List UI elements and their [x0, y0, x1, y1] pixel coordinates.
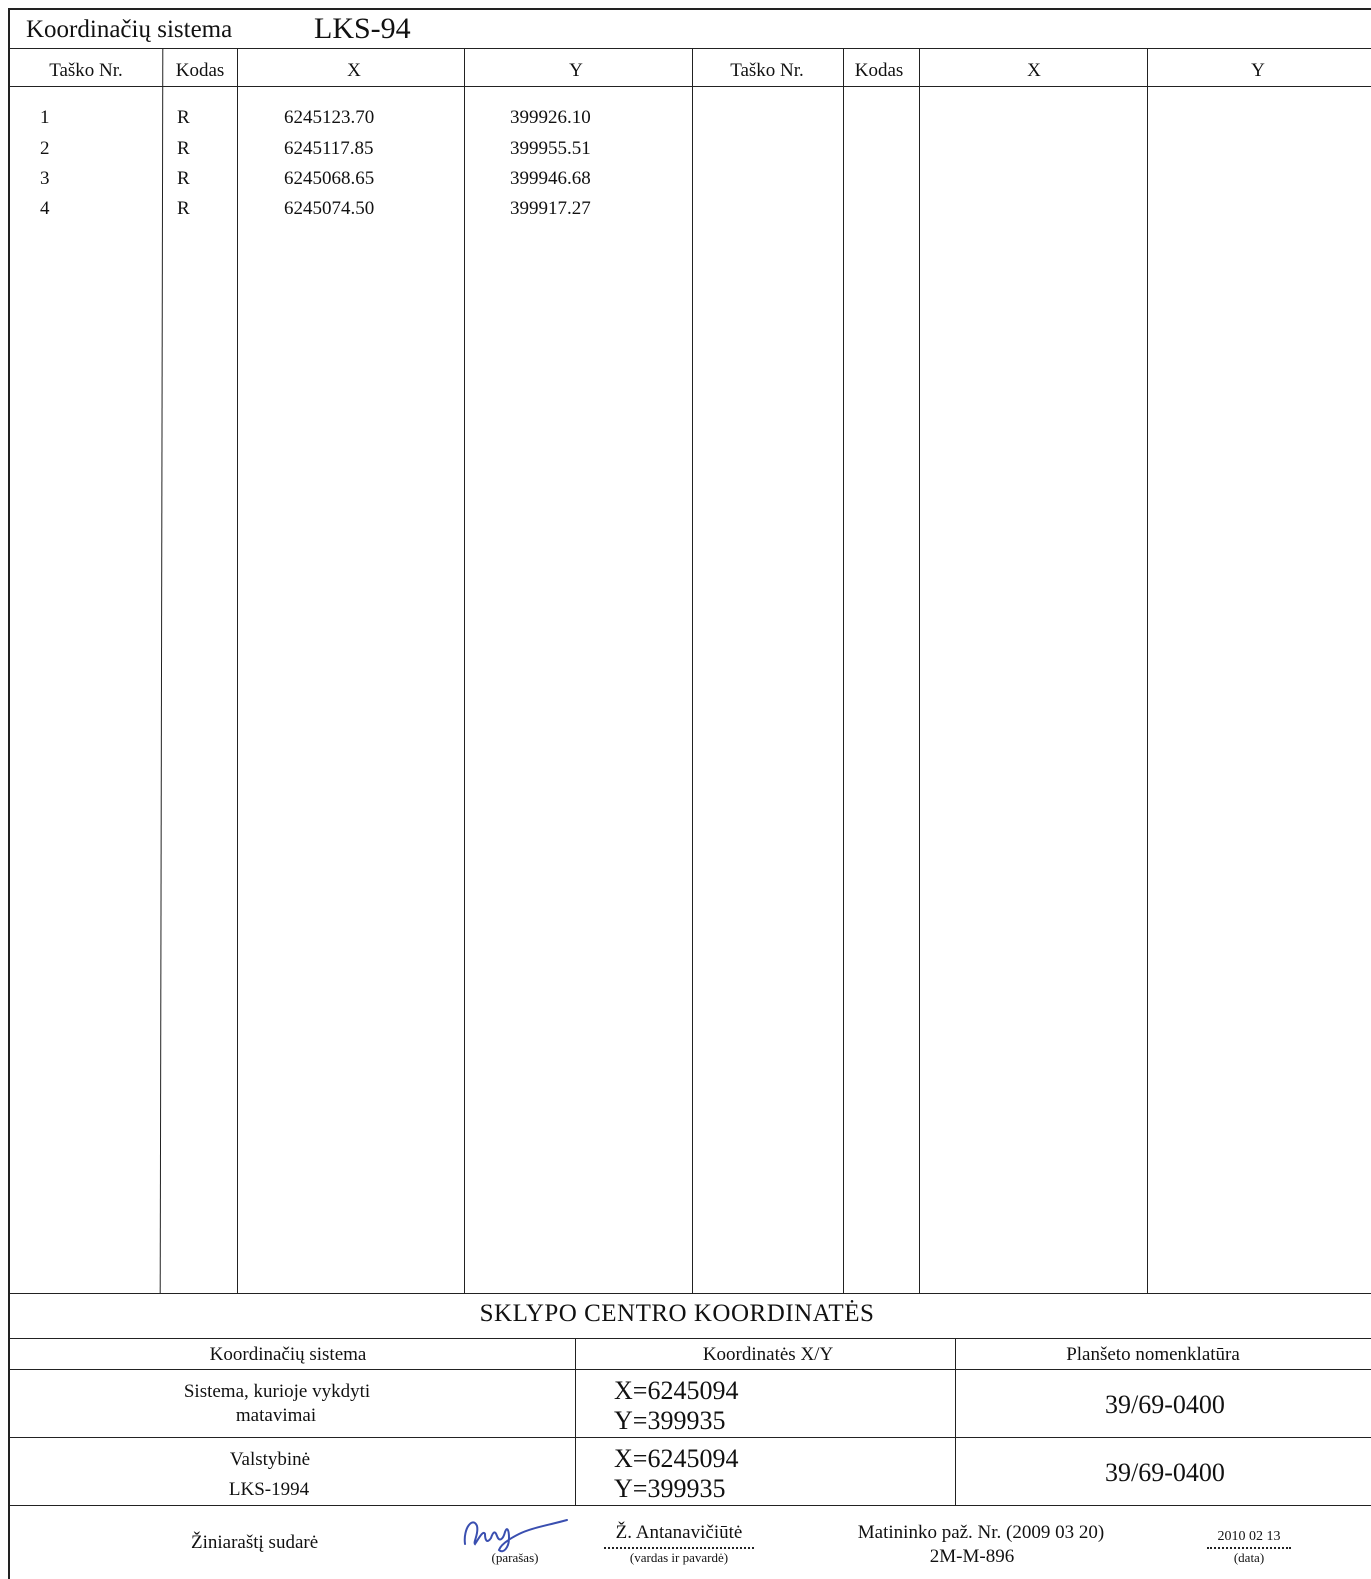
point-nr: 4: [40, 198, 50, 219]
col-sep-5: [843, 48, 844, 1293]
centre-system-line2: matavimai: [235, 1405, 317, 1426]
point-x: 6245068.65: [284, 168, 375, 189]
footer-rule: [8, 1505, 1371, 1506]
centre-sep-1: [575, 1338, 576, 1505]
centre-sep-2: [955, 1338, 956, 1505]
centre-title: SKLYPO CENTRO KOORDINATĖS: [479, 1300, 875, 1327]
centre-header-system: Koordinačių sistema: [209, 1344, 367, 1365]
compiled-date: 2010 02 13: [1217, 1529, 1281, 1544]
point-y: 399926.10: [510, 107, 591, 128]
header-x-left: X: [347, 60, 361, 81]
centre-row-rule: [8, 1437, 1371, 1438]
compiled-by-label: Žiniaraštį sudarė: [191, 1532, 319, 1553]
point-code: R: [177, 198, 190, 219]
centre-system-line1: Sistema, kurioje vykdyti: [183, 1381, 371, 1402]
centre-sheet: 39/69-0400: [1105, 1458, 1225, 1487]
point-nr: 1: [40, 107, 50, 128]
col-sep-3: [464, 48, 465, 1293]
header-x-right: X: [1027, 60, 1041, 81]
licence-label: Matininko paž. Nr. (2009 03 20): [857, 1522, 1105, 1543]
centre-x: X=6245094: [614, 1376, 739, 1405]
point-code: R: [177, 107, 190, 128]
column-header-rule: [8, 86, 1371, 87]
centre-x: X=6245094: [614, 1444, 739, 1473]
header-point-nr-left: Taško Nr.: [49, 60, 123, 81]
col-sep-6: [919, 48, 920, 1293]
point-code: R: [177, 138, 190, 159]
date-dotted-line: [1207, 1547, 1291, 1549]
signature-icon: [455, 1508, 585, 1556]
point-x: 6245117.85: [284, 138, 374, 159]
centre-system-line2: LKS-1994: [228, 1479, 310, 1500]
header-rule: [8, 48, 1371, 49]
coordinate-system-label: Koordinačių sistema: [26, 16, 233, 43]
centre-system-line1: Valstybinė: [229, 1449, 311, 1470]
centre-header-coords: Koordinatės X/Y: [702, 1344, 834, 1365]
table-bottom-rule: [8, 1293, 1371, 1294]
header-code-right: Kodas: [854, 60, 904, 81]
centre-y: Y=399935: [614, 1406, 726, 1435]
point-code: R: [177, 168, 190, 189]
centre-y: Y=399935: [614, 1474, 726, 1503]
centre-header-sheet: Planšeto nomenklatūra: [1066, 1344, 1240, 1365]
point-nr: 2: [40, 138, 50, 159]
coordinate-system-value: LKS-94: [314, 12, 411, 45]
col-sep-4: [692, 48, 693, 1293]
point-y: 399946.68: [510, 168, 591, 189]
name-dotted-line: [604, 1547, 754, 1549]
point-y: 399917.27: [510, 198, 591, 219]
point-x: 6245123.70: [284, 107, 375, 128]
name-caption: (vardas ir pavardė): [629, 1550, 729, 1565]
compiler-name: Ž. Antanavičiūtė: [615, 1522, 743, 1543]
centre-title-rule: [8, 1338, 1371, 1339]
date-caption: (data): [1233, 1550, 1265, 1565]
point-y: 399955.51: [510, 138, 591, 159]
header-code-left: Kodas: [175, 60, 225, 81]
header-y-right: Y: [1251, 60, 1265, 81]
signature-caption: (parašas): [491, 1550, 539, 1565]
centre-sheet: 39/69-0400: [1105, 1390, 1225, 1419]
licence-number: 2M-M-896: [929, 1546, 1015, 1567]
col-sep-2: [237, 48, 238, 1293]
header-y-left: Y: [569, 60, 583, 81]
centre-header-rule: [8, 1369, 1371, 1370]
point-nr: 3: [40, 168, 50, 189]
col-sep-7: [1147, 48, 1148, 1293]
header-point-nr-right: Taško Nr.: [730, 60, 804, 81]
point-x: 6245074.50: [284, 198, 375, 219]
